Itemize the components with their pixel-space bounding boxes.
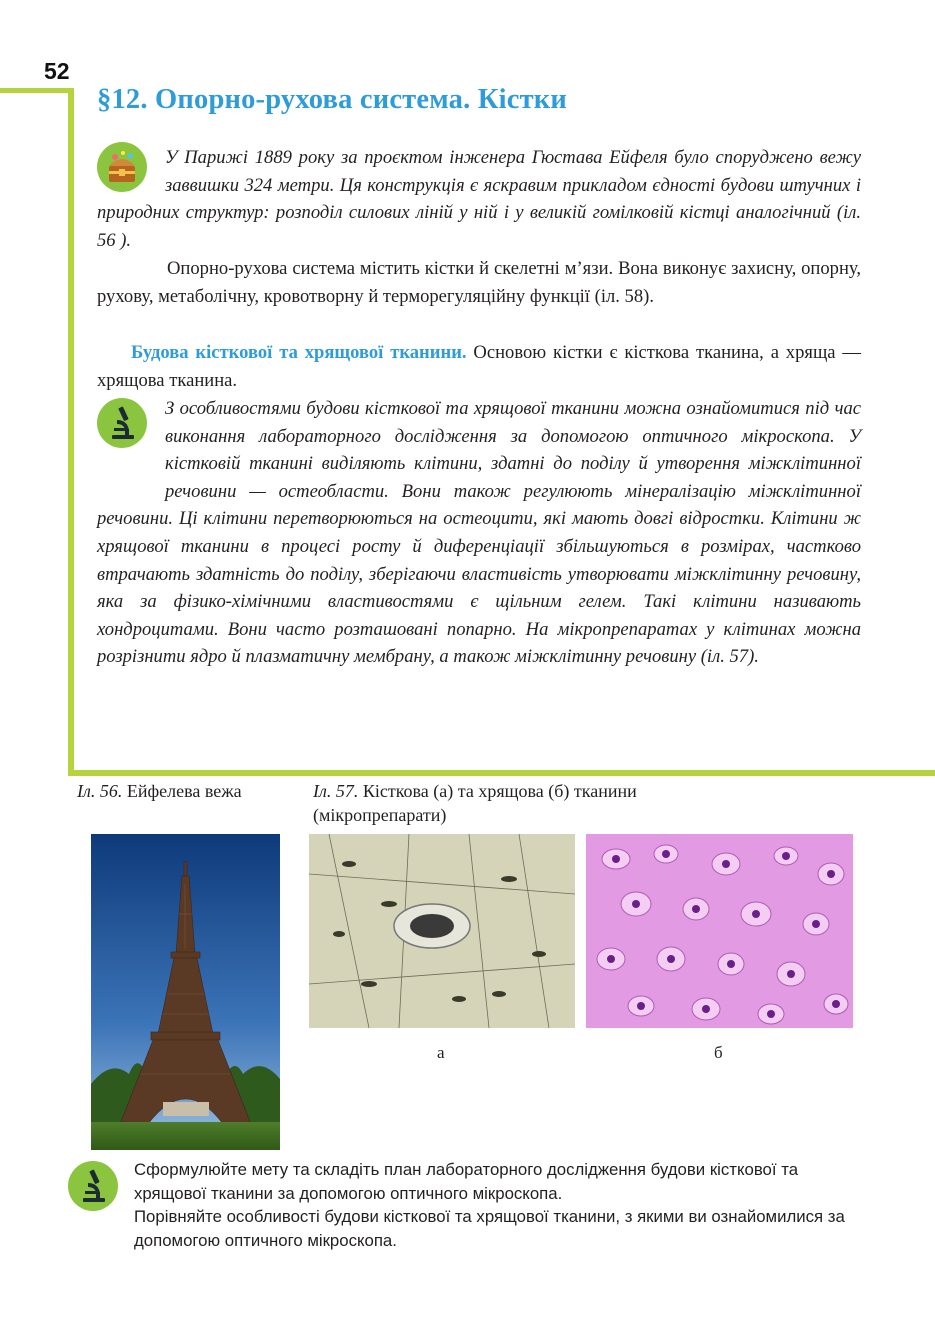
figure57-caption: Іл. 57. Кісткова (а) та хрящова (б) тканини (мікропрепарати) (313, 781, 637, 825)
green-side-rule (68, 88, 74, 776)
lab-note-text: З особливостями будови кісткової та хрящової тканини можна ознайомитися під час виконання лабораторного дослідження за допомогою оптичного мікроскопа. У кістковій тканині виділяють клітини, здатні до поділу й утворення міжклітинної речовини — остеобласти. Вони також регулюють мінералізацію міжклітинної речовини. Ці клітини перетворюються на остеоцити, які мають довгі відростки. Клітини ж хрящової тканини в процесі росту й диференціації збільшуються в розмірах, частково втрачають здатність до поділу, зберігаючи властивість утворювати міжклітинну речовину, яка за фізико-хімічними властивостями є щільним гелем. Такі клітини називають хондроцитами. Вони часто розташовані попарно. На мікропрепаратах у клітинах можна розрізнити ядро й плазматичну мембрану, а також міжклітинну речовину (іл. 57). (97, 398, 861, 668)
green-top-rule (0, 88, 72, 93)
paragraph-structure: Будова кісткової та хрящової тканини. Основою кістки є кісткова тканина, а хряща — хрящова тканина. (97, 342, 861, 391)
task-block (134, 1158, 864, 1252)
paragraph-opora: Опорно-рухова система містить кістки й скелетні м’язи. Вона виконує захисну, опорну, рухову, метаболічну, кровотворну й терморегуляційну функції (іл. 58). (97, 258, 861, 307)
intro-text: У Парижі 1889 року за проєктом інженера Гюстава Ейфеля було споруджено вежу заввишки 324 метри. Ця конструкція є яскравим прикладом єдності будови штучних і природних структур: розподіл силових ліній у ній і у великій гомілковій кістці аналогічний (іл. 56 ). (97, 147, 861, 251)
green-bottom-rule (68, 770, 935, 776)
figure57-label: Іл. 57. (313, 781, 359, 801)
page-number: 52 (44, 58, 70, 84)
task-line-2: Порівняйте особливості будови кісткової та хрящової тканини, з якими ви ознайомилися за допомогою оптичного мікроскопа. (134, 1207, 845, 1250)
cartilage-label: б (714, 1043, 723, 1062)
bone-label: а (437, 1043, 445, 1062)
figure56-caption: Іл. 56. Ейфелева вежа (77, 781, 242, 801)
figure56-label: Іл. 56. (77, 781, 123, 801)
cartilage-tissue-micrograph (586, 834, 853, 1028)
subheading-tissue: Будова кісткової та хрящової тканини. (131, 342, 467, 363)
task-line-1: Сформулюйте мету та складіть план лабораторного дослідження будови кісткової та хрящової тканини за допомогою оптичного мікроскопа. (134, 1160, 799, 1203)
eiffel-tower-photo (91, 834, 280, 1150)
section-title: §12. Опорно-рухова система. Кістки (97, 84, 568, 115)
microscope-icon (68, 1161, 118, 1211)
bone-tissue-micrograph (309, 834, 575, 1028)
